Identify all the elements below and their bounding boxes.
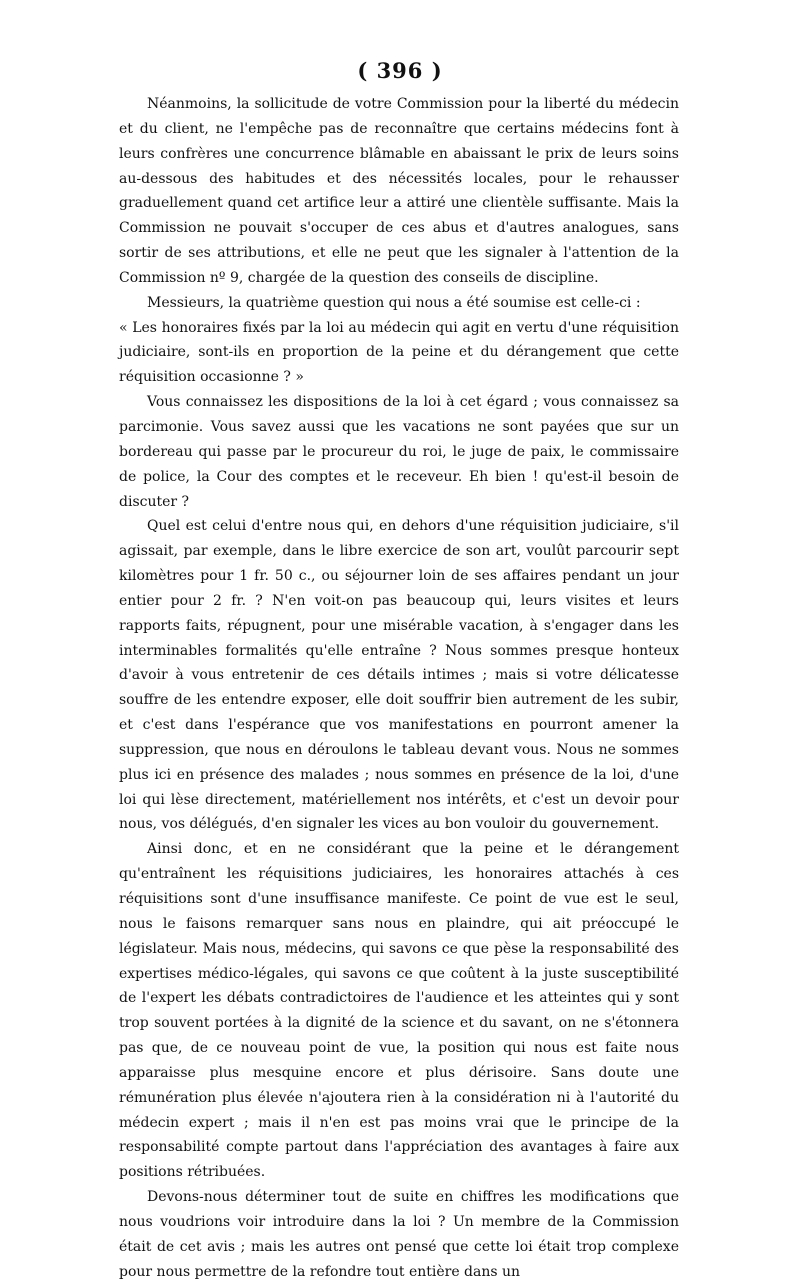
quoted-question: « Les honoraires fixés par la loi au médecin qui agit en vertu d'une réquisition judiciaire, sont-ils en proportion de la peine et du dérangement que cette réquisition occasionne ? » [119,319,679,386]
paragraph: Messieurs, la quatrième question qui nous a été soumise est celle-ci : [147,294,641,311]
paragraph: Vous connaissez les dispositions de la loi à cet égard ; vous connaissez sa parcimonie. Vous savez aussi que les vacations ne sont payées que sur un bordereau qui passe par le procureur du roi, le juge de paix, le commissaire de police, la Cour des comptes et le receveur. Eh bien ! qu'est-il besoin de discuter ? [119,394,679,510]
paragraph: Devons-nous déterminer tout de suite en chiffres les modifications que nous voudrions voir introduire dans la loi ? Un membre de la Commission était de cet avis ; mais les autres ont pensé que cette loi était trop complexe pour nous permettre de la refondre tout entière dans un [119,1189,679,1280]
page-number: ( 396 ) [357,58,443,83]
paragraph: Néanmoins, la sollicitude de votre Commission pour la liberté du médecin et du client, ne l'empêche pas de reconnaître que certains médecins font à leurs confrères une concurrence blâmable en abaissant le prix de leurs soins au-dessous des habitudes et des nécessités locales, pour le rehausser graduellement quand cet artifice leur a attiré une clientèle suffisante. Mais la Commission ne pouvait s'occuper de ces abus et d'autres analogues, sans sortir de ses attributions, et elle ne peut que les signaler à l'attention de la Commission nº 9, chargée de la question des conseils de discipline. [119,96,679,286]
paragraph: Quel est celui d'entre nous qui, en dehors d'une réquisition judiciaire, s'il agissait, par exemple, dans le libre exercice de son art, voulût parcourir sept kilomètres pour 1 fr. 50 c., ou séjourner loin de ses affaires pendant un jour entier pour 2 fr. ? N'en voit-on pas beaucoup qui, leurs visites et leurs rapports faits, répugnent, pour une misérable vacation, à s'engager dans les interminables formalités qu'elle entraîne ? Nous sommes presque honteux d'avoir à vous entretenir de ces détails intimes ; mais si votre délicatesse souffre de les entendre exposer, elle doit souffrir bien autrement de les subir, et c'est dans l'espérance que vos manifestations en pourront amener la suppression, que nous en déroulons le tableau devant vous. Nous ne sommes plus ici en présence des malades ; nous sommes en présence de la loi, d'une loi qui lèse directement, matériellement nos intérêts, et c'est un devoir pour nous, vos délégués, d'en signaler les vices au bon vouloir du gouvernement. [119,518,679,833]
paragraph: Ainsi donc, et en ne considérant que la peine et le dérangement qu'entraînent les réquisitions judiciaires, les honoraires attachés à ces réquisitions sont d'une insuffisance manifeste. Ce point de vue est le seul, nous le faisons remarquer sans nous en plaindre, qui ait préoccupé le législateur. Mais nous, médecins, qui savons ce que pèse la responsabilité des expertises médico-légales, qui savons ce que coûtent à la juste susceptibilité de l'expert les débats contradictoires de l'audience et les atteintes qui y sont trop souvent portées à la dignité de la science et du savant, on ne s'étonnera pas que, de ce nouveau point de vue, la position qui nous est faite nous apparaisse plus mesquine encore et plus dérisoire. Sans doute une rémunération plus élevée n'ajoutera rien à la considération ni à l'autorité du médecin expert ; mais il n'en est pas moins vrai que le principe de la responsabilité compte partout dans l'appréciation des avantages à faire aux positions rétribuées. [119,841,679,1181]
body-text [119,92,679,1285]
